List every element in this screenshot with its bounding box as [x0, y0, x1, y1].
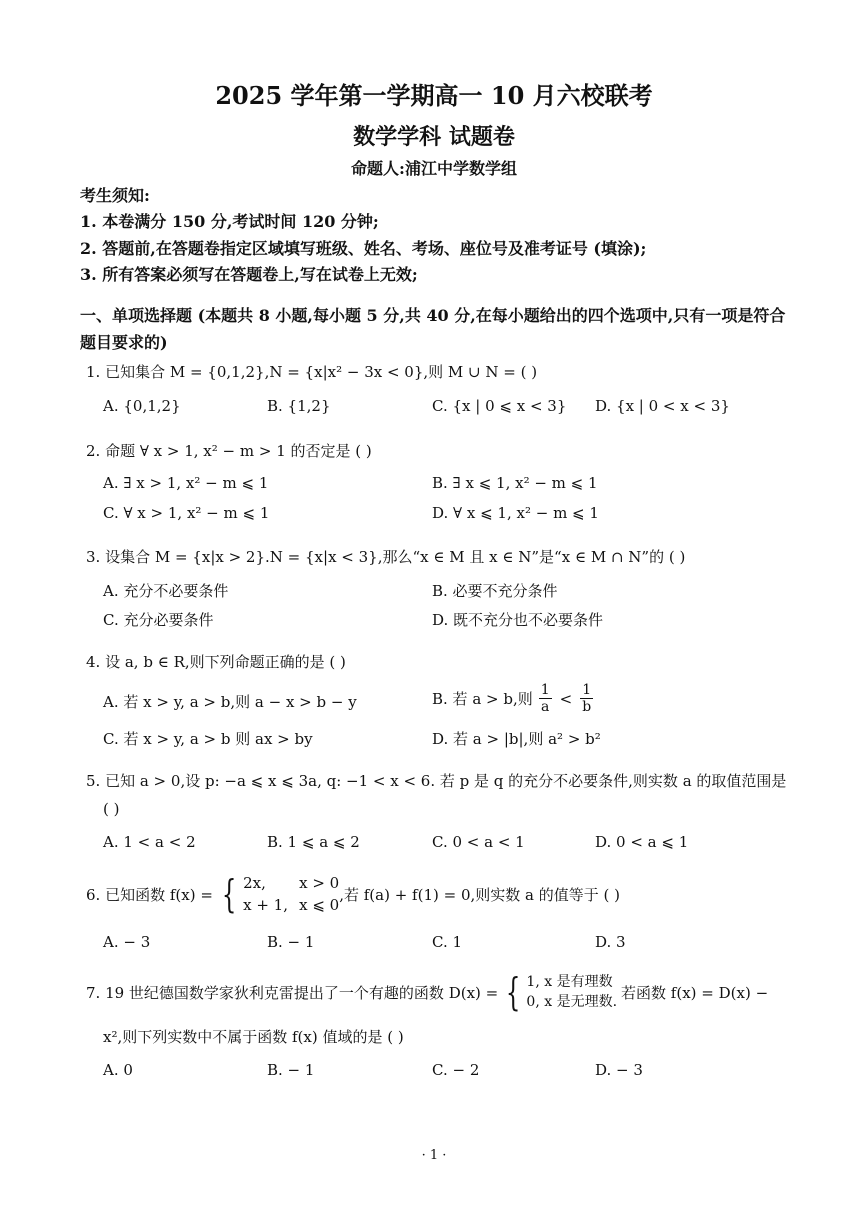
- piecewise-brace: {: [221, 872, 237, 916]
- question-stem-post: 若函数 f(x) = D(x) −: [621, 983, 769, 1002]
- option-b: B. − 1: [267, 933, 315, 951]
- option-d: D. − 3: [595, 1061, 643, 1079]
- option-d: D. 若 a > |b|,则 a² > b²: [432, 730, 601, 748]
- option-d: D. 3: [595, 933, 626, 951]
- option-b-text: B. 若 a > b,则: [432, 690, 533, 708]
- option-c: C. 1: [432, 933, 463, 951]
- option-d: D. {x | 0 < x < 3}: [595, 397, 730, 415]
- fraction-numerator: 1: [540, 682, 550, 698]
- fraction-denominator: a: [541, 699, 550, 715]
- question-stem-pre: 7. 19 世纪德国数学家狄利克雷提出了一个有趣的函数 D(x) =: [86, 983, 499, 1002]
- option-a: A. 1 < a < 2: [103, 833, 196, 851]
- fraction-numerator: 1: [582, 682, 592, 698]
- option-a: A. ∃ x > 1, x² − m ⩽ 1: [103, 474, 269, 492]
- notice-heading: 考生须知:: [80, 186, 150, 205]
- question-stem: [86, 872, 620, 916]
- option-a: A. − 3: [103, 933, 151, 951]
- option-c: C. 若 x > y, a > b 则 ax > by: [103, 730, 313, 748]
- piecewise-cases: [243, 872, 339, 916]
- question-stem: 1. 已知集合 M = {0,1,2},N = {x|x² − 3x < 0},则 M ∪ N = ( ): [86, 363, 538, 381]
- question-stem: 3. 设集合 M = {x|x > 2}.N = {x|x < 3},那么“x ∈ M 且 x ∈ N”是“x ∈ M ∩ N”的 ( ): [86, 548, 686, 566]
- section-heading: 一、单项选择题 (本题共 8 小题,每小题 5 分,共 40 分,在每小题给出的四个选项中,只有一项是符合题目要求的): [80, 306, 786, 352]
- option-d: D. ∀ x ⩽ 1, x² − m ⩽ 1: [432, 504, 599, 522]
- option-c: C. {x | 0 ⩽ x < 3}: [432, 397, 567, 415]
- piecewise-brace: {: [506, 970, 521, 1014]
- question-stem-pre: 6. 已知函数 f(x) =: [86, 885, 213, 904]
- notice-item: 2. 答题前,在答题卷指定区域填写班级、姓名、考场、座位号及准考证号 (填涂);: [80, 239, 647, 258]
- option-b: B. 必要不充分条件: [432, 582, 558, 600]
- case-irrational: 0, x 是无理数.: [526, 994, 618, 1010]
- fraction: [580, 682, 593, 715]
- case-cond: x > 0: [299, 874, 340, 892]
- case-expr: 2x,: [243, 874, 266, 892]
- notice-item: 3. 所有答案必须写在答题卷上,写在试卷上无效;: [80, 265, 418, 284]
- option-b: B. ∃ x ⩽ 1, x² − m ⩽ 1: [432, 474, 598, 492]
- option-c: C. 0 < a < 1: [432, 833, 525, 851]
- option-d: D. 0 < a ⩽ 1: [595, 833, 689, 851]
- question-stem-post: ,若 f(a) + f(1) = 0,则实数 a 的值等于 ( ): [339, 885, 620, 904]
- notice-item: 1. 本卷满分 150 分,考试时间 120 分钟;: [80, 212, 379, 231]
- relation: <: [559, 689, 573, 708]
- question-stem: 2. 命题 ∀ x > 1, x² − m > 1 的否定是 ( ): [86, 442, 372, 460]
- option-a: A. {0,1,2}: [103, 397, 181, 415]
- case-rational: 1, x 是有理数: [526, 974, 613, 990]
- fraction-denominator: b: [582, 699, 592, 715]
- option-b: B. {1,2}: [267, 397, 331, 415]
- page-number: · 1 ·: [421, 1148, 447, 1163]
- case-expr: x + 1,: [243, 896, 288, 914]
- option-a: A. 0: [103, 1061, 133, 1079]
- option-b: [432, 682, 595, 715]
- exam-subtitle: 数学学科 试题卷: [353, 124, 515, 150]
- question-stem: 5. 已知 a > 0,设 p: −a ⩽ x ⩽ 3a, q: −1 < x < 6. 若 p 是 q 的充分不必要条件,则实数 a 的取值范围是: [86, 772, 787, 790]
- case-cond: x ⩽ 0: [299, 896, 340, 914]
- option-d: D. 既不充分也不必要条件: [432, 611, 604, 629]
- option-c: C. − 2: [432, 1061, 480, 1079]
- question-stem: 4. 设 a, b ∈ R,则下列命题正确的是 ( ): [86, 653, 346, 671]
- option-b: B. 1 ⩽ a ⩽ 2: [267, 833, 360, 851]
- exam-author: 命题人:浦江中学数学组: [351, 159, 517, 178]
- option-b: B. − 1: [267, 1061, 315, 1079]
- option-c: C. ∀ x > 1, x² − m ⩽ 1: [103, 504, 270, 522]
- option-a: A. 充分不必要条件: [103, 582, 229, 600]
- option-c: C. 充分必要条件: [103, 611, 214, 629]
- question-stem-continued: ( ): [103, 800, 120, 818]
- option-a: A. 若 x > y, a > b,则 a − x > b − y: [103, 693, 357, 711]
- exam-title: 2025 学年第一学期高一 10 月六校联考: [215, 81, 653, 110]
- question-stem: [86, 972, 768, 1012]
- fraction: [539, 682, 552, 715]
- question-stem-continued: x²,则下列实数中不属于函数 f(x) 值域的是 ( ): [103, 1028, 404, 1046]
- piecewise-cases: [526, 972, 617, 1012]
